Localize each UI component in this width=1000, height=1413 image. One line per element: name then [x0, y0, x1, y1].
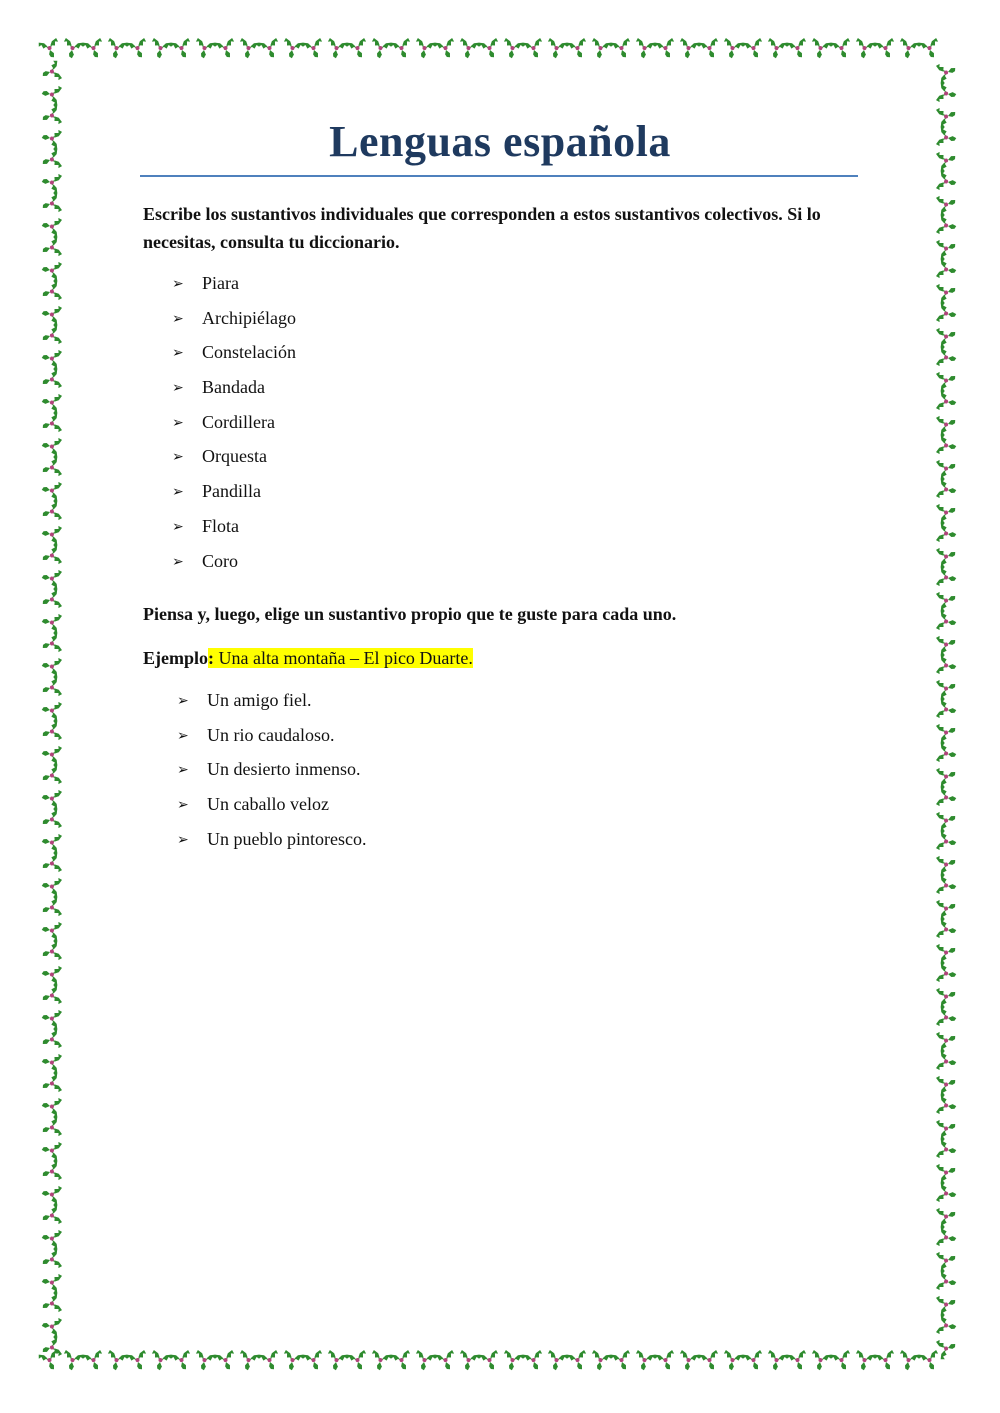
holly-leaf-icon [500, 1350, 524, 1373]
holly-leaf-icon [40, 1204, 63, 1228]
holly-leaf-icon [544, 1350, 568, 1373]
list-item-text: Archipiélago [202, 307, 296, 328]
holly-leaf-icon [40, 874, 63, 898]
holly-leaf-icon [936, 60, 959, 84]
holly-leaf-icon [478, 38, 502, 61]
holly-leaf-icon [40, 1072, 63, 1096]
holly-leaf-icon [40, 1314, 63, 1338]
holly-leaf-icon [302, 38, 326, 61]
holly-leaf-icon [40, 962, 63, 986]
holly-leaf-icon [40, 346, 63, 370]
holly-leaf-icon [368, 38, 392, 61]
holly-leaf-icon [40, 984, 63, 1008]
list-item [172, 304, 296, 339]
list-item-text: Pandilla [202, 481, 261, 502]
example-highlight [208, 648, 473, 668]
holly-leaf-icon [40, 808, 63, 832]
holly-leaf-icon [40, 60, 63, 84]
holly-leaf-icon [720, 38, 744, 61]
holly-leaf-icon [40, 654, 63, 678]
holly-leaf-icon [808, 1350, 832, 1373]
holly-leaf-icon [40, 170, 63, 194]
holly-leaf-icon [936, 610, 959, 634]
holly-leaf-icon [258, 38, 282, 61]
holly-leaf-icon [936, 1336, 959, 1360]
holly-leaf-icon [896, 38, 920, 61]
holly-leaf-icon [434, 38, 458, 61]
holly-leaf-icon [82, 38, 106, 61]
list-item [172, 408, 296, 443]
holly-leaf-icon [936, 940, 959, 964]
holly-leaf-icon [936, 918, 959, 942]
holly-leaf-icon [830, 1350, 854, 1373]
holly-leaf-icon [566, 1350, 590, 1373]
example-text: Una alta montaña – El pico Duarte. [214, 648, 473, 668]
holly-leaf-icon [936, 258, 959, 282]
holly-leaf-icon [544, 38, 568, 61]
holly-leaf-icon [40, 940, 63, 964]
holly-leaf-icon [40, 1270, 63, 1294]
holly-leaf-icon [764, 1350, 788, 1373]
holly-leaf-icon [936, 1050, 959, 1074]
arrow-bullet-icon: ➢ [177, 797, 189, 814]
example-colon: : [208, 648, 214, 668]
holly-leaf-icon [192, 38, 216, 61]
holly-leaf-icon [936, 522, 959, 546]
holly-leaf-icon [936, 588, 959, 612]
holly-leaf-icon [40, 566, 63, 590]
holly-leaf-icon [786, 1350, 810, 1373]
holly-leaf-icon [40, 610, 63, 634]
holly-leaf-icon [40, 764, 63, 788]
holly-leaf-icon [720, 1350, 744, 1373]
holly-leaf-icon [40, 698, 63, 722]
list-item-text: Piara [202, 273, 239, 293]
holly-leaf-icon [936, 324, 959, 348]
holly-leaf-icon [786, 38, 810, 61]
page-title: Lenguas española [329, 117, 671, 166]
holly-leaf-icon [40, 588, 63, 612]
holly-leaf-icon [588, 38, 612, 61]
holly-leaf-icon [936, 1116, 959, 1140]
arrow-bullet-icon: ➢ [172, 553, 184, 570]
holly-leaf-icon [522, 38, 546, 61]
holly-leaf-icon [936, 830, 959, 854]
holly-leaf-icon [610, 38, 634, 61]
holly-leaf-icon [936, 1094, 959, 1118]
holly-leaf-icon [40, 302, 63, 326]
holly-leaf-icon [324, 1350, 348, 1373]
holly-leaf-icon [40, 324, 63, 348]
holly-leaf-icon [654, 38, 678, 61]
example-label: Ejemplo [143, 648, 208, 668]
holly-leaf-icon [368, 1350, 392, 1373]
list-item [172, 547, 296, 582]
holly-leaf-icon [698, 1350, 722, 1373]
list-item-text: Orquesta [202, 446, 267, 467]
holly-leaf-icon [936, 874, 959, 898]
holly-leaf-icon [40, 632, 63, 656]
holly-leaf-icon [936, 346, 959, 370]
holly-leaf-icon [126, 38, 150, 61]
holly-leaf-icon [936, 214, 959, 238]
holly-leaf-icon [936, 720, 959, 744]
holly-leaf-icon [40, 192, 63, 216]
title-divider [140, 175, 858, 177]
holly-leaf-icon [40, 434, 63, 458]
list-item-text: Un pueblo pintoresco. [207, 828, 367, 849]
holly-leaf-icon [40, 1006, 63, 1030]
holly-leaf-icon [936, 1182, 959, 1206]
list-item-text: Bandada [202, 377, 265, 398]
holly-leaf-icon [918, 38, 942, 61]
holly-leaf-icon [936, 170, 959, 194]
holly-leaf-icon [566, 38, 590, 61]
list-item [177, 721, 366, 756]
holly-leaf-icon [632, 1350, 656, 1373]
instruction-proper: Piensa y, luego, elige un sustantivo propio que te guste para cada uno. [143, 604, 677, 624]
holly-leaf-icon [936, 1248, 959, 1272]
holly-leaf-icon [936, 698, 959, 722]
list-item [172, 338, 296, 373]
list-item-text: Un desierto inmenso. [207, 759, 361, 780]
holly-leaf-icon [60, 38, 84, 61]
holly-leaf-icon [936, 1138, 959, 1162]
list-item-text: Un caballo veloz [207, 794, 329, 815]
holly-leaf-icon [610, 1350, 634, 1373]
holly-leaf-icon [936, 368, 959, 392]
holly-leaf-icon [936, 192, 959, 216]
holly-leaf-icon [40, 896, 63, 920]
holly-leaf-icon [40, 82, 63, 106]
holly-leaf-icon [456, 1350, 480, 1373]
holly-leaf-icon [40, 214, 63, 238]
example-line [143, 644, 473, 672]
holly-leaf-icon [936, 1226, 959, 1250]
holly-leaf-icon [40, 720, 63, 744]
arrow-bullet-icon: ➢ [172, 449, 184, 466]
holly-leaf-icon [40, 544, 63, 568]
holly-leaf-icon [936, 676, 959, 700]
holly-leaf-icon [698, 38, 722, 61]
holly-leaf-icon [936, 390, 959, 414]
holly-leaf-icon [40, 786, 63, 810]
holly-leaf-icon [40, 830, 63, 854]
arrow-bullet-icon: ➢ [172, 380, 184, 397]
holly-leaf-icon [896, 1350, 920, 1373]
holly-leaf-icon [40, 280, 63, 304]
holly-leaf-icon [936, 764, 959, 788]
holly-leaf-icon [40, 1160, 63, 1184]
holly-leaf-icon [764, 38, 788, 61]
holly-leaf-icon [40, 258, 63, 282]
holly-leaf-icon [148, 38, 172, 61]
holly-leaf-icon [936, 280, 959, 304]
holly-leaf-icon [936, 632, 959, 656]
holly-leaf-icon [170, 1350, 194, 1373]
arrow-bullet-icon: ➢ [172, 484, 184, 501]
holly-leaf-icon [936, 808, 959, 832]
holly-leaf-icon [40, 522, 63, 546]
list-item [177, 686, 366, 721]
holly-leaf-icon [40, 104, 63, 128]
holly-leaf-icon [936, 434, 959, 458]
holly-leaf-icon [38, 1350, 62, 1373]
holly-leaf-icon [40, 456, 63, 480]
instruction-collective: Escribe los sustantivos individuales que corresponden a estos sustantivos colectivos. Si lo necesitas, consulta tu diccionario. [143, 204, 821, 252]
holly-leaf-icon [936, 302, 959, 326]
holly-leaf-icon [40, 1292, 63, 1316]
list-item [172, 442, 296, 477]
arrow-bullet-icon: ➢ [172, 414, 184, 431]
holly-leaf-icon [588, 1350, 612, 1373]
holly-leaf-icon [936, 962, 959, 986]
holly-leaf-icon [654, 1350, 678, 1373]
holly-leaf-icon [936, 984, 959, 1008]
holly-leaf-icon [82, 1350, 106, 1373]
arrow-bullet-icon: ➢ [172, 310, 184, 327]
holly-leaf-icon [40, 1050, 63, 1074]
holly-leaf-icon [38, 38, 62, 61]
holly-leaf-icon [918, 1350, 942, 1373]
holly-leaf-icon [936, 82, 959, 106]
list-item-text: Coro [202, 550, 238, 571]
holly-leaf-icon [852, 1350, 876, 1373]
collective-noun-list [172, 269, 296, 581]
arrow-bullet-icon: ➢ [172, 518, 184, 535]
holly-leaf-icon [676, 1350, 700, 1373]
holly-leaf-icon [936, 1072, 959, 1096]
holly-leaf-icon [936, 786, 959, 810]
list-item [177, 755, 366, 790]
holly-leaf-icon [192, 1350, 216, 1373]
list-item [172, 477, 296, 512]
holly-leaf-icon [280, 38, 304, 61]
holly-leaf-icon [852, 38, 876, 61]
arrow-bullet-icon: ➢ [177, 762, 189, 779]
list-item-text: Un amigo fiel. [207, 690, 312, 710]
arrow-bullet-icon: ➢ [172, 345, 184, 362]
holly-leaf-icon [40, 1226, 63, 1250]
holly-leaf-icon [936, 1028, 959, 1052]
holly-leaf-icon [632, 38, 656, 61]
holly-leaf-icon [874, 1350, 898, 1373]
holly-leaf-icon [280, 1350, 304, 1373]
holly-leaf-icon [478, 1350, 502, 1373]
common-noun-list [177, 686, 366, 859]
list-item [172, 269, 296, 304]
holly-leaf-icon [346, 1350, 370, 1373]
holly-leaf-icon [808, 38, 832, 61]
holly-leaf-icon [874, 38, 898, 61]
list-item-text: Cordillera [202, 411, 275, 432]
holly-leaf-icon [214, 1350, 238, 1373]
list-item [177, 790, 366, 825]
holly-leaf-icon [126, 1350, 150, 1373]
holly-leaf-icon [302, 1350, 326, 1373]
holly-leaf-icon [936, 852, 959, 876]
holly-leaf-icon [40, 126, 63, 150]
holly-leaf-icon [830, 38, 854, 61]
holly-leaf-icon [936, 1006, 959, 1030]
holly-leaf-icon [40, 1094, 63, 1118]
holly-leaf-icon [742, 1350, 766, 1373]
holly-leaf-icon [936, 104, 959, 128]
holly-leaf-icon [148, 1350, 172, 1373]
list-item-text: Un rio caudaloso. [207, 724, 335, 745]
holly-leaf-icon [676, 38, 700, 61]
holly-leaf-icon [40, 676, 63, 700]
holly-leaf-icon [258, 1350, 282, 1373]
list-item [177, 825, 366, 860]
list-item [172, 512, 296, 547]
holly-leaf-icon [936, 1204, 959, 1228]
holly-leaf-icon [936, 412, 959, 436]
holly-leaf-icon [40, 852, 63, 876]
holly-leaf-icon [936, 544, 959, 568]
holly-leaf-icon [412, 1350, 436, 1373]
holly-leaf-icon [60, 1350, 84, 1373]
holly-leaf-icon [390, 1350, 414, 1373]
holly-leaf-icon [40, 500, 63, 524]
holly-leaf-icon [936, 236, 959, 260]
holly-leaf-icon [104, 38, 128, 61]
holly-leaf-icon [936, 126, 959, 150]
holly-leaf-icon [40, 148, 63, 172]
list-item [172, 373, 296, 408]
arrow-bullet-icon: ➢ [177, 831, 189, 848]
holly-leaf-icon [40, 742, 63, 766]
arrow-bullet-icon: ➢ [172, 276, 184, 292]
holly-leaf-icon [936, 566, 959, 590]
holly-leaf-icon [40, 236, 63, 260]
holly-leaf-icon [522, 1350, 546, 1373]
holly-leaf-icon [936, 1160, 959, 1184]
holly-leaf-icon [40, 1028, 63, 1052]
holly-leaf-icon [434, 1350, 458, 1373]
arrow-bullet-icon: ➢ [177, 727, 189, 744]
holly-leaf-icon [170, 38, 194, 61]
holly-leaf-icon [742, 38, 766, 61]
arrow-bullet-icon: ➢ [177, 693, 189, 709]
holly-leaf-icon [936, 478, 959, 502]
list-item-text: Constelación [202, 342, 296, 363]
holly-leaf-icon [936, 654, 959, 678]
holly-leaf-icon [40, 1138, 63, 1162]
holly-leaf-icon [936, 500, 959, 524]
holly-leaf-icon [40, 1116, 63, 1140]
holly-leaf-icon [500, 38, 524, 61]
holly-leaf-icon [936, 456, 959, 480]
holly-leaf-icon [936, 896, 959, 920]
holly-leaf-icon [40, 412, 63, 436]
holly-leaf-icon [936, 742, 959, 766]
holly-leaf-icon [40, 1248, 63, 1272]
holly-leaf-icon [390, 38, 414, 61]
holly-leaf-icon [236, 1350, 260, 1373]
holly-leaf-icon [214, 38, 238, 61]
holly-leaf-icon [236, 38, 260, 61]
holly-leaf-icon [104, 1350, 128, 1373]
holly-leaf-icon [40, 368, 63, 392]
holly-leaf-icon [456, 38, 480, 61]
holly-leaf-icon [40, 390, 63, 414]
holly-leaf-icon [346, 38, 370, 61]
list-item-text: Flota [202, 515, 240, 536]
holly-leaf-icon [40, 478, 63, 502]
holly-leaf-icon [936, 148, 959, 172]
holly-leaf-icon [936, 1292, 959, 1316]
holly-leaf-icon [412, 38, 436, 61]
holly-leaf-icon [936, 1314, 959, 1338]
holly-leaf-icon [324, 38, 348, 61]
holly-leaf-icon [40, 918, 63, 942]
holly-leaf-icon [936, 1270, 959, 1294]
holly-leaf-icon [40, 1182, 63, 1206]
